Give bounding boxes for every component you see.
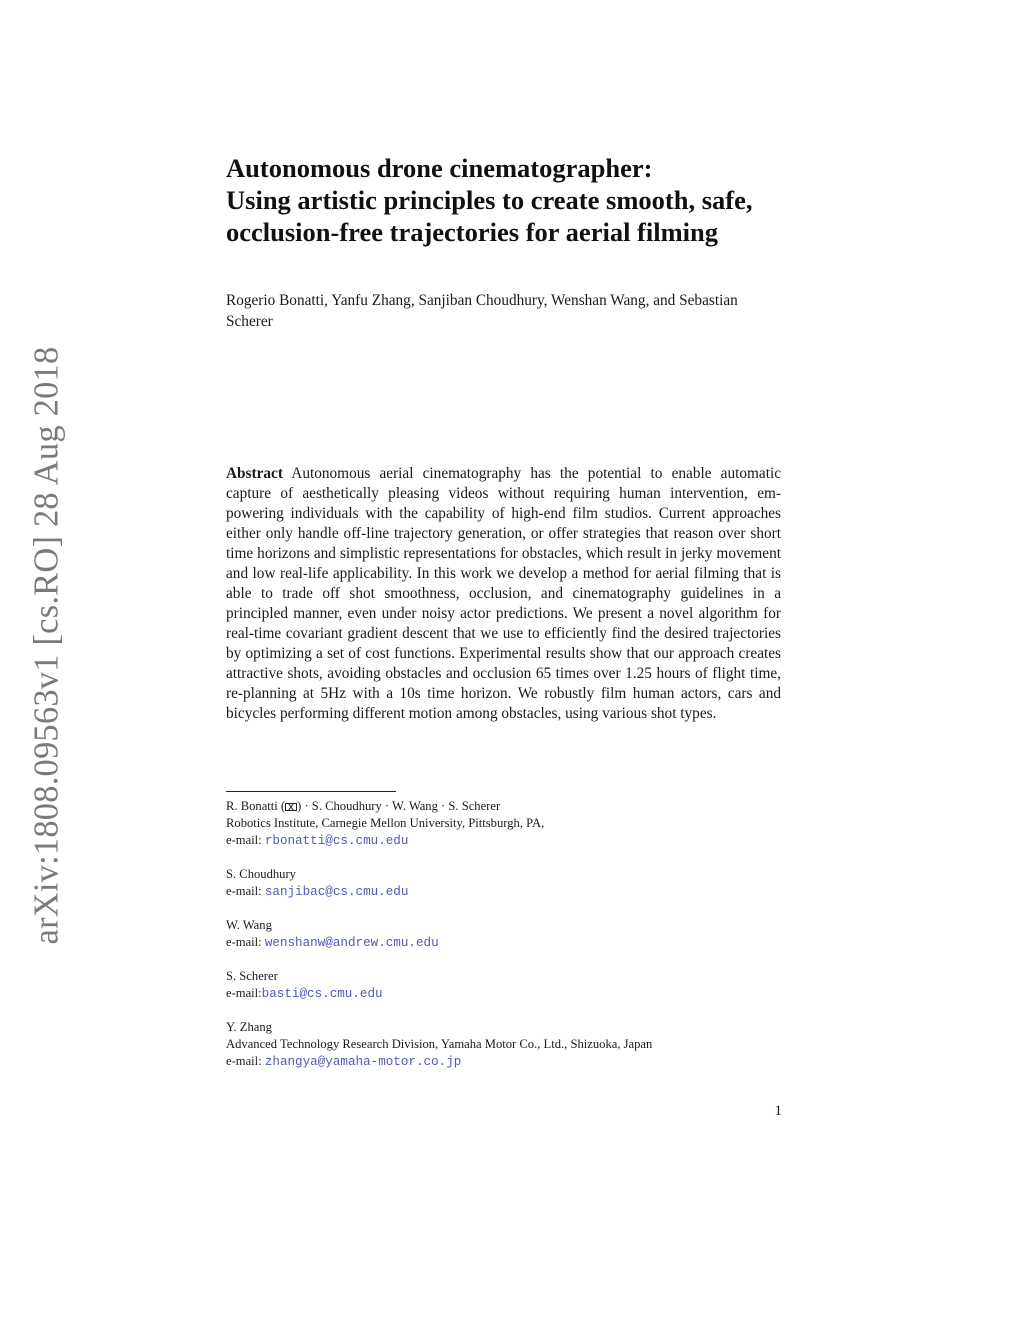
footnote-rule xyxy=(226,791,396,792)
email-label: e-mail: xyxy=(226,1053,265,1068)
footnote-author-suffix: ) · S. Choudhury · W. Wang · S. Scherer xyxy=(297,799,501,813)
paper-title-line-1: Autonomous drone cinematographer: xyxy=(226,153,653,183)
footnote-affiliation: Advanced Technology Research Division, Yamaha Motor Co., Ltd., Shizuoka, Japan xyxy=(226,1036,653,1051)
paper-title-line-3: occlusion-free trajectories for aerial filming xyxy=(226,217,719,247)
footnote-choudhury xyxy=(226,866,786,901)
paper-title xyxy=(226,152,806,248)
abstract-label: Abstract xyxy=(226,465,283,482)
footnote-bonatti xyxy=(226,798,786,849)
footnote-scherer xyxy=(226,968,786,1003)
footnote-zhang xyxy=(226,1019,786,1070)
email-label: e-mail: xyxy=(226,934,265,949)
envelope-icon xyxy=(285,803,297,811)
abstract xyxy=(226,464,781,724)
email-link-choudhury[interactable]: sanjibac@cs.cmu.edu xyxy=(264,884,409,899)
abstract-text: Autonomous aerial cinematography has the potential to enable automatic capture of aesthetically pleasing videos without requiring human intervention, empowering individuals with the capability of high-end film studios. Current approaches either only handle off-line trajectory generation, or offer strategies that reason over short time horizons and simplistic representations for obstacles, which result in jerky movement and low real-life applicability. In this work we develop a method for aerial filming that is able to trade off shot smoothness, occlusion, and cinematography guidelines in a principled manner, even under noisy actor predictions. We present a novel algorithm for real-time covariant gradient descent that we use to efficiently find the desired trajectories by optimizing a set of cost functions. Experimental results show that our approach creates attractive shots, avoiding obstacles and occlusion 65 times over 1.25 hours of flight time, re-planning at 5Hz with a 10s time horizon. We robustly film human actors, cars and bicycles performing different motion among obstacles, using various shot types. xyxy=(226,465,781,722)
arxiv-identifier-stamp xyxy=(22,345,72,945)
email-label: e-mail: xyxy=(226,832,265,847)
footnote-email-line xyxy=(226,934,786,952)
footnote-email-line xyxy=(226,883,786,901)
email-label: e-mail: xyxy=(226,985,262,1000)
footnote-email-line xyxy=(226,1053,786,1071)
footnote-author-name: S. Scherer xyxy=(226,969,278,984)
email-link-scherer[interactable]: basti@cs.cmu.edu xyxy=(261,986,383,1001)
footnote-affiliation: Robotics Institute, Carnegie Mellon University, Pittsburgh, PA, xyxy=(226,815,545,830)
email-label: e-mail: xyxy=(226,883,265,898)
footnote-wang xyxy=(226,917,786,952)
email-link-wang[interactable]: wenshanw@andrew.cmu.edu xyxy=(264,935,439,950)
footnote-author-name: Y. Zhang xyxy=(226,1020,272,1035)
footnote-email-line xyxy=(226,985,786,1003)
author-list: Rogerio Bonatti, Yanfu Zhang, Sanjiban Choudhury, Wenshan Wang, and Sebastian Scherer xyxy=(226,292,738,330)
email-link-bonatti[interactable]: rbonatti@cs.cmu.edu xyxy=(264,833,409,848)
footnote-author-name: S. Choudhury xyxy=(226,866,296,881)
page-number: 1 xyxy=(774,1103,782,1119)
footnote-email-line xyxy=(226,832,786,850)
author-footnotes xyxy=(226,798,786,1087)
arxiv-identifier-text: arXiv:1808.09563v1 [cs.RO] 28 Aug 2018 xyxy=(27,346,66,944)
paper-title-line-2: Using artistic principles to create smooth, safe, xyxy=(226,185,753,215)
footnote-author-line xyxy=(226,798,786,815)
footnote-author-name: W. Wang xyxy=(226,917,272,932)
footnote-author-prefix: R. Bonatti ( xyxy=(226,799,286,813)
email-link-zhang[interactable]: zhangya@yamaha-motor.co.jp xyxy=(264,1054,462,1069)
